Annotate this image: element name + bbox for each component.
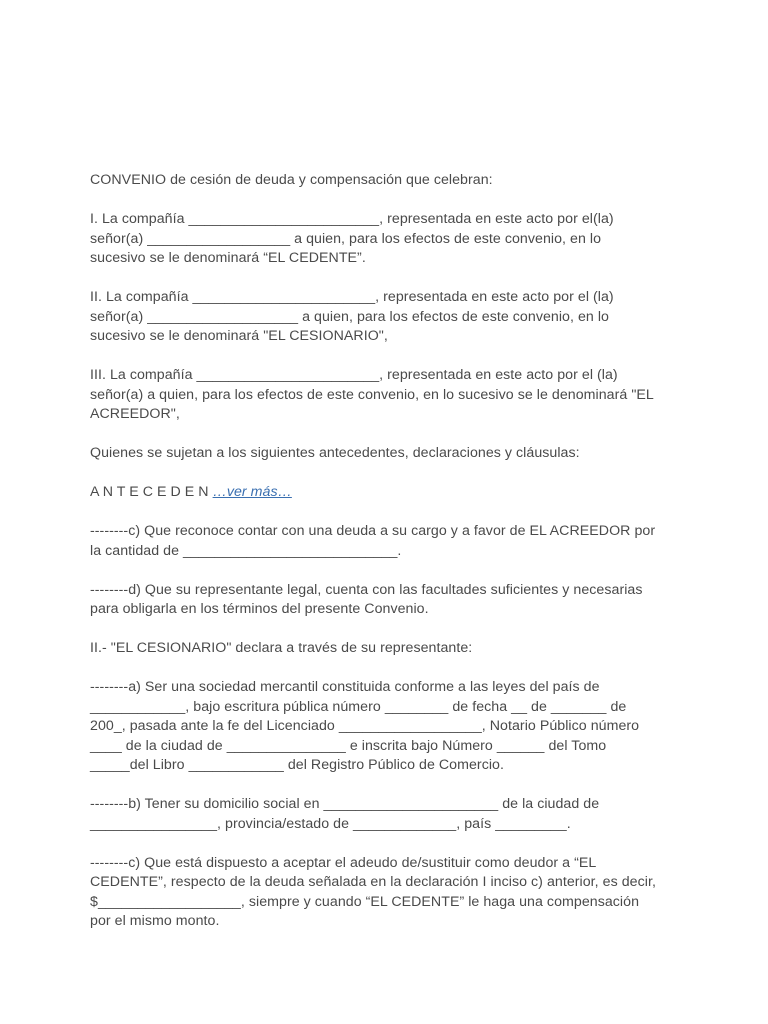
text-line: por el mismo monto. [90,913,220,929]
text-line: III. La compañía _______________________, representada en este acto por el (la) [90,367,618,383]
subject-paragraph: Quienes se sujetan a los siguientes antecedentes, declaraciones y cláusulas: [90,445,580,461]
clause-c-paragraph [90,522,690,561]
text-line: CEDENTE”, respecto de la deuda señalada en la declaración I inciso c) anterior, es decir, [90,874,656,890]
text-line: 200_, pasada ante la fe del Licenciado __________________, Notario Público número [90,718,640,734]
text-line: ACREEDOR", [90,406,180,422]
text-line: señor(a) ___________________ a quien, para los efectos de este convenio, en lo [90,308,609,325]
text-line: la cantidad de ___________________________. [90,542,402,559]
clause-d-paragraph [90,581,690,620]
text-line: ________________, provincia/estado de _____________, país _________. [90,815,571,832]
text-line: para obligarla en los términos del presente Convenio. [90,601,429,617]
text-line: ____ de la ciudad de _______________ e inscrita bajo Número ______ del Tomo [90,737,607,754]
document-title: CONVENIO de cesión de deuda y compensación que celebran: [90,172,493,188]
text-line: señor(a) __________________ a quien, para los efectos de este convenio, en lo [90,230,602,247]
clause-iii-paragraph [90,366,690,425]
cesionario-a-paragraph [90,678,690,776]
text-line: --------b) Tener su domicilio social en ______________________ de la ciudad de [90,796,600,812]
cesionario-heading: II.- "EL CESIONARIO" declara a través de su representante: [90,640,473,656]
text-line: --------c) Que está dispuesto a aceptar el adeudo de/sustituir como deudor a “EL [90,854,597,871]
text-line: sucesivo se le denominará “EL CEDENTE”. [90,250,366,266]
cesionario-b-paragraph [90,795,690,834]
text-line: $__________________, siempre y cuando “EL CEDENTE” le haga una compensación [90,893,640,910]
text-line: ____________, bajo escritura pública número ________ de fecha __ de _______ de [90,698,627,715]
text-line: señor(a) a quien, para los efectos de este convenio, en lo sucesivo se le denominará "EL [90,386,654,403]
see-more-link[interactable]: …ver más… [212,484,292,500]
text-line: I. La compañía ________________________, representada en este acto por el(la) [90,211,614,227]
clause-i-paragraph [90,210,690,269]
antecedentes-heading [90,483,690,503]
text-line: _____del Libro ____________ del Registro Público de Comercio. [90,757,504,773]
text-line: --------d) Que su representante legal, cuenta con las facultades suficientes y necesarias [90,581,643,598]
cesionario-c-paragraph [90,854,690,932]
clause-ii-paragraph [90,288,690,347]
text-line: sucesivo se le denominará "EL CESIONARIO", [90,328,388,344]
antecedentes-label: A N T E C E D E N [90,484,213,500]
text-line: II. La compañía _______________________, representada en este acto por el (la) [90,289,614,305]
text-line: --------a) Ser una sociedad mercantil constituida conforme a las leyes del país de [90,679,600,695]
text-line: --------c) Que reconoce contar con una deuda a su cargo y a favor de EL ACREEDOR por [90,523,656,539]
document-body [90,171,690,951]
